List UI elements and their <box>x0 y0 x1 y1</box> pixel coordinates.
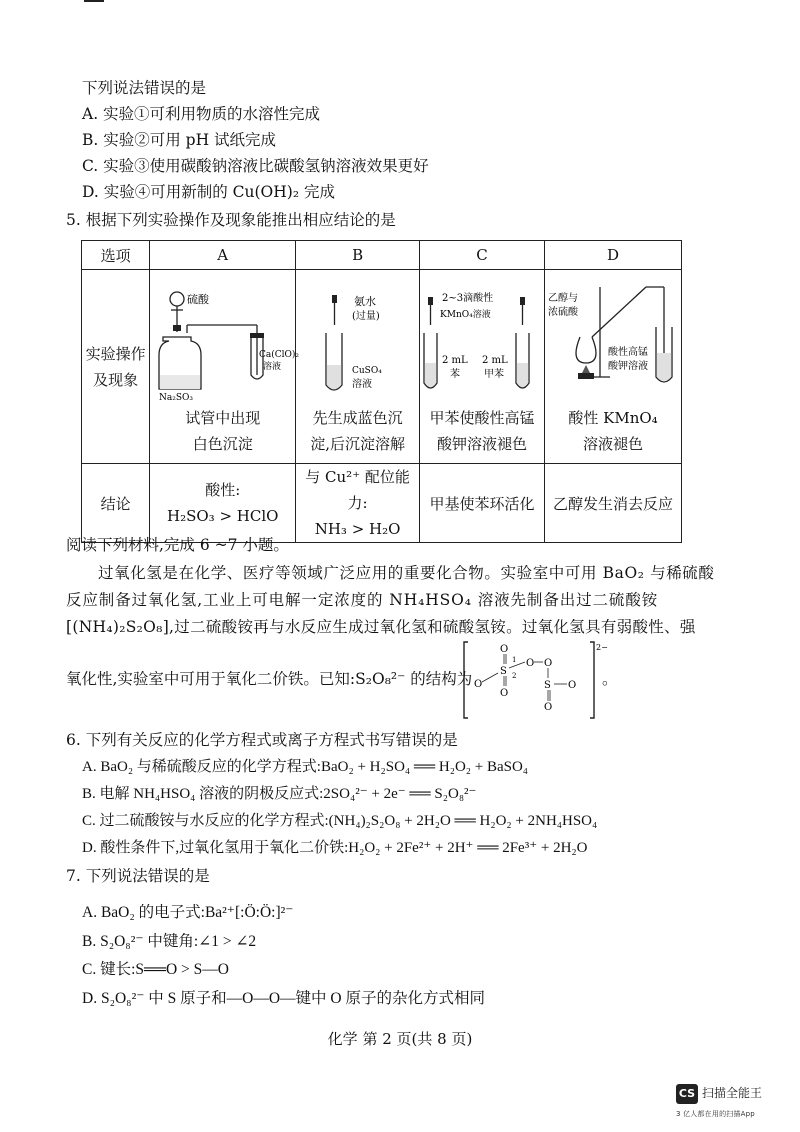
fig-c-label-2ml-a: 2 mL <box>442 354 468 366</box>
header-b: B <box>296 241 420 270</box>
fig-c-label-kmno4: KMnO₄溶液 <box>440 309 491 320</box>
apparatus-a-figure <box>153 277 299 403</box>
row-label-conclusion: 结论 <box>82 464 150 543</box>
q4-stem: 下列说法错误的是 <box>82 79 207 97</box>
header-option-label: 选项 <box>82 241 150 270</box>
struct-o3: O <box>500 688 509 699</box>
phenomenon-d-line1: 酸性 KMnO₄ <box>568 408 658 427</box>
apparatus-c-figure <box>420 277 544 401</box>
struct-charge: 2− <box>596 643 608 652</box>
camscanner-tagline: 3 亿人都在用的扫描App <box>676 1110 755 1118</box>
reading-para-line3: [(NH₄)₂S₂O₈],过二硫酸铵再与水反应生成过氧化氢和硫酸氢铵。过氧化氢具有弱酸性、强 <box>66 618 696 636</box>
reading-para-line1: 过氧化氢是在化学、医疗等领域广泛应用的重要化合物。实验室中可用 BaO₂ 与稀硫酸 <box>98 564 715 582</box>
conclusion-a: 酸性: H₂SO₃ > HClO <box>150 464 296 543</box>
cell-c-operation <box>420 270 545 464</box>
phenomenon-b-line1: 先生成蓝色沉 <box>312 408 403 427</box>
q7-option-a: A. BaO₂ 的电子式:Ba²⁺[:Ö:Ö:]²⁻ <box>82 904 294 921</box>
q7-stem: 7. 下列说法错误的是 <box>66 867 210 885</box>
q7-option-b: B. S₂O₈²⁻ 中键角:∠1 > ∠2 <box>82 933 257 950</box>
q5-stem: 5. 根据下列实验操作及现象能推出相应结论的是 <box>66 211 396 229</box>
s2o8-structure-figure <box>462 640 612 720</box>
struct-s2: S <box>544 680 551 691</box>
header-c: C <box>420 241 545 270</box>
cell-d-operation <box>545 270 682 464</box>
struct-o1: O <box>474 679 483 690</box>
phenomenon-b-line2: 淀,后沉淀溶解 <box>310 434 405 453</box>
struct-o7: O <box>568 680 577 691</box>
apparatus-d-figure <box>546 277 680 401</box>
q6-option-b: B. 电解 NH₄HSO₄ 溶液的阴极反应式:2SO₄²⁻ + 2e⁻ ══ S₂O₈²⁻ <box>82 786 477 802</box>
struct-angle-2: 2 <box>512 672 517 680</box>
camscanner-logo-icon: CS <box>676 1084 698 1104</box>
q6-option-d: D. 酸性条件下,过氧化氢用于氧化二价铁:H₂O₂ + 2Fe²⁺ + 2H⁺ ══ 2Fe³⁺ + 2H₂O <box>82 840 588 856</box>
camscanner-name: 扫描全能王 <box>702 1086 763 1100</box>
experiment-table <box>81 240 682 543</box>
fig-b-label-solution: 溶液 <box>351 378 372 390</box>
conclusion-b: 与 Cu²⁺ 配位能力: NH₃ > H₂O <box>296 464 420 543</box>
row-label-operation: 实验操作 及现象 <box>82 270 150 464</box>
phenomenon-c-line1: 甲苯使酸性高锰 <box>429 408 535 427</box>
fig-b-label-cuso4: CuSO₄ <box>351 365 382 376</box>
fig-c-label-toluene: 甲苯 <box>484 368 505 380</box>
phenomenon-c-line2: 酸钾溶液褪色 <box>437 434 528 453</box>
q6-option-c: C. 过二硫酸铵与水反应的化学方程式:(NH₄)₂S₂O₈ + 2H₂O ══ H₂O₂ + 2NH₄HSO₄ <box>82 813 598 829</box>
reading-para-line2: 反应制备过氧化氢,工业上可电解一定浓度的 NH₄HSO₄ 溶液先制备出过二硫酸铵 <box>66 591 659 609</box>
fig-d-label-acidic: 酸性高锰 <box>608 346 649 358</box>
struct-o5: O <box>544 658 553 669</box>
struct-o2: O <box>500 644 509 655</box>
apparatus-b-figure <box>298 277 418 401</box>
fig-c-label-2ml-b: 2 mL <box>482 354 508 366</box>
conclusion-c: 甲基使苯环活化 <box>420 464 545 543</box>
struct-angle-1: 1 <box>512 656 517 664</box>
struct-o6: O <box>544 702 553 713</box>
header-a: A <box>150 241 296 270</box>
q4-option-b: B. 实验②可用 pH 试纸完成 <box>82 131 277 149</box>
q7-option-d: D. S₂O₈²⁻ 中 S 原子和—O—O—键中 O 原子的杂化方式相同 <box>82 990 485 1007</box>
fig-a-label-caclo: Ca(ClO)₂ <box>258 349 299 360</box>
fig-a-label-na2so3: Na₂SO₃ <box>158 392 193 403</box>
q6-option-a: A. BaO₂ 与稀硫酸反应的化学方程式:BaO₂ + H₂SO₄ ══ H₂O₂ + BaSO₄ <box>82 759 529 775</box>
cell-a-operation <box>150 270 299 464</box>
fig-b-label-ammonia: 氨水 <box>353 294 376 308</box>
fig-d-label-h2so4: 浓硫酸 <box>548 306 579 318</box>
fig-a-label-solution: 溶液 <box>262 361 281 372</box>
page-top-mark <box>84 0 104 2</box>
fig-c-label-benzene: 苯 <box>450 368 461 380</box>
header-d: D <box>545 241 682 270</box>
fig-c-label-drops: 2~3滴酸性 <box>442 292 494 304</box>
page-footer: 化学 第 2 页(共 8 页) <box>327 1030 473 1048</box>
phenomenon-d-line2: 溶液褪色 <box>583 434 644 453</box>
fig-d-label-ethanol: 乙醇与 <box>548 292 579 304</box>
q6-stem: 6. 下列有关反应的化学方程式或离子方程式书写错误的是 <box>66 731 458 749</box>
reading-para-line4-end: 。 <box>602 670 618 688</box>
struct-o4: O <box>526 658 535 669</box>
phenomenon-a-line1: 试管中出现 <box>185 408 261 427</box>
cell-b-operation <box>296 270 420 464</box>
reading-intro: 阅读下列材料,完成 6 ~7 小题。 <box>66 536 289 554</box>
reading-para-line4: 氧化性,实验室中可用于氧化二价铁。已知:S₂O₈²⁻ 的结构为 <box>66 670 473 688</box>
struct-s1: S <box>500 666 507 677</box>
phenomenon-a-line2: 白色沉淀 <box>192 434 253 453</box>
fig-a-label-acid: 硫酸 <box>186 292 209 306</box>
q7-option-c: C. 键长:S══O > S—O <box>82 961 229 978</box>
q4-option-c: C. 实验③使用碳酸钠溶液比碳酸氢钠溶液效果更好 <box>82 157 429 175</box>
q4-option-a: A. 实验①可利用物质的水溶性完成 <box>82 105 321 123</box>
fig-b-label-excess: (过量) <box>351 310 380 322</box>
conclusion-d: 乙醇发生消去反应 <box>545 464 682 543</box>
fig-d-label-kmno4-solution: 酸钾溶液 <box>608 360 649 372</box>
q4-option-d: D. 实验④可用新制的 Cu(OH)₂ 完成 <box>82 183 335 201</box>
camscanner-watermark <box>676 1082 786 1122</box>
